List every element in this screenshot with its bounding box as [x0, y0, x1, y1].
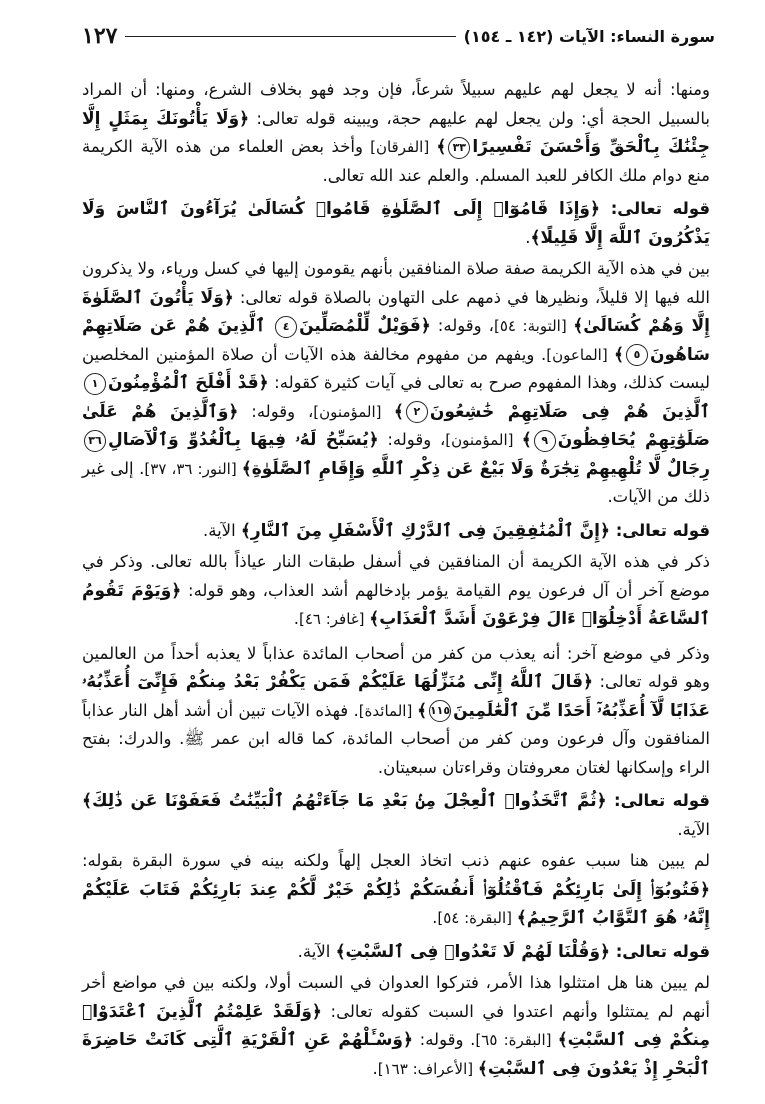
verse-reference: [البقرة: ٥٤] — [437, 909, 517, 927]
page-header — [82, 22, 715, 50]
quran-verse: ﴿وَلَا يَأْتُونَكَ بِمَثَلٍ إِلَّا جِئْنَٰكَ بِٱلْحَقِّ وَأَحْسَنَ تَفْسِيرًا — [82, 108, 710, 157]
verse-reference: [الأعراف: ١٦٣] — [377, 1059, 478, 1078]
verse-number-marker: ٢ — [406, 401, 428, 423]
quran-verse: ﴾ — [417, 700, 428, 721]
quran-verse: ﴿وَإِذَا قَامُوٓا۟ إِلَى ٱلصَّلَوٰةِ قَامُوا۟ كُسَالَىٰ يُرَآءُونَ ٱلنَّاسَ وَلَا يَذْكُرُونَ ٱللَّهَ إِلَّا قَلِيلًا﴾ — [82, 199, 710, 248]
quran-verse: ٱلَّذِينَ هُمْ فِى صَلَاتِهِمْ خَٰشِعُونَ — [429, 401, 710, 422]
quran-verse: ﴿فَتُوبُوٓا۟ إِلَىٰ بَارِئِكُمْ فَٱقْتُلُوٓا۟ أَنفُسَكُمْ ذَٰلِكُمْ خَيْرٌ لَّكُمْ عِندَ بَارِئِكُمْ فَتَابَ عَلَيْكُمْ إِنَّهُۥ هُوَ ٱلتَّوَّابُ ٱلرَّحِيمُ﴾ — [82, 879, 710, 928]
quran-verse: رِجَالٌ لَّا تُلْهِيهِمْ تِجَٰرَةٌ وَلَا بَيْعٌ عَن ذِكْرِ ٱللَّهِ وَإِقَامِ ٱلصَّلَوٰةِ﴾ — [241, 458, 711, 479]
body-text: الآية. — [677, 819, 710, 839]
body-text: . ويفهم من مفهوم مخالفة هذه الآيات أن صلاة المؤمنين المخلصين ليست كذلك، وهذا المفهوم صرح به تعالى في آيات كثيرة كقوله: — [82, 344, 710, 392]
quran-verse: ﴿قَالَ ٱللَّهُ إِنِّى مُنَزِّلُهَا عَلَيْكُمْ فَمَن يَكْفُرْ بَعْدُ مِنكُمْ فَإِنِّىٓ أُعَذِّبُهُۥ عَذَابًا لَّآ أُعَذِّبُهُۥٓ أَحَدًا مِّنَ ٱلْعَٰلَمِينَ — [82, 672, 711, 721]
body-text: بين في هذه الآية الكريمة صفة صلاة المنافقين بأنهم يقومون إليها في كسل ورياء، ولا يذكرون الله فيها إلا قليلاً، ونظيرها في ذمهم على التهاون بالصلاة قوله تعالى: — [82, 259, 710, 307]
verse-reference: [الفرقان] — [362, 138, 437, 156]
quran-verse: ﴿وَسْـَٔلْهُمْ عَنِ ٱلْقَرْيَةِ ٱلَّتِى كَانَتْ حَاضِرَةَ ٱلْبَحْرِ إِذْ يَعْدُونَ فِى ٱلسَّبْتِ﴾ — [82, 1030, 710, 1079]
paragraph — [82, 76, 710, 190]
paragraph — [82, 640, 710, 783]
section-label: قوله تعالى: — [599, 199, 710, 218]
verse-number-marker: ٣٦ — [84, 430, 106, 452]
body-text: . — [372, 1058, 378, 1078]
body-text: . — [432, 908, 438, 927]
body-text: لم يبين هنا هل امتثلوا هذا الأمر، فتركوا العدوان في السبت أولا، ولكنه بين في مواضع أخر أنهم لم يمتثلوا وأنهم اعتدوا في السبت كقوله تعالى: — [82, 973, 710, 1021]
verse-reference: [غافر: ٤٦] — [298, 610, 370, 628]
verse-number-marker: ٩ — [534, 430, 556, 452]
body-text: وذكر في موضع آخر: أنه يعذب من كفر من أصحاب المائدة عذاباً لا يعذبه أحداً من العالمين وهو قوله تعالى: — [82, 643, 710, 691]
body-text: . وقوله: — [412, 1030, 476, 1049]
quran-verse: ﴾ — [393, 401, 404, 422]
section-label: قوله تعالى: — [606, 791, 710, 810]
section-heading — [82, 787, 710, 844]
quran-verse: ٱلَّذِينَ هُمْ عَن صَلَاتِهِمْ سَاهُونَ — [82, 316, 710, 365]
body-text: ، وقوله: — [238, 401, 314, 421]
running-title: سورة النساء: الآيات (١٤٢ ـ ١٥٤) — [463, 26, 715, 46]
quran-verse: ﴿قَدْ أَفْلَحَ ٱلْمُؤْمِنُونَ — [108, 373, 269, 393]
paragraph — [82, 969, 710, 1083]
section-label: قوله تعالى: — [609, 941, 710, 961]
quran-verse: ﴿فَوَيْلٌ لِّلْمُصَلِّينَ — [299, 316, 431, 336]
quran-verse: ﴾ — [521, 430, 532, 450]
section-heading — [82, 938, 710, 967]
verse-number-marker: ١ — [84, 373, 106, 395]
paragraph — [82, 847, 710, 933]
page-body — [82, 76, 710, 1083]
verse-number-marker: ٤ — [275, 316, 297, 338]
quran-verse: ﴾ — [436, 137, 447, 157]
verse-reference: [التوبة: ٥٤] — [494, 317, 574, 335]
quran-verse: ﴿وَلَقَدْ عَلِمْتُمُ ٱلَّذِينَ ٱعْتَدَوْا۟ مِنكُمْ فِى ٱلسَّبْتِ﴾ — [82, 1001, 711, 1050]
page-number: ١٢٧ — [82, 23, 118, 49]
quran-verse: ﴿وَقُلْنَا لَهُمْ لَا تَعْدُوا۟ فِى ٱلسَّبْتِ﴾ — [335, 941, 610, 962]
verse-reference: [المائدة] — [358, 701, 418, 720]
body-text: الآية. — [202, 520, 241, 540]
verse-reference: [الماعون] — [546, 345, 614, 364]
quran-verse: ﴿وَلَا يَأْتُونَ ٱلصَّلَوٰةَ إِلَّا وَهُمْ كُسَالَىٰ﴾ — [82, 287, 711, 336]
quran-verse: ﴿وَيَوْمَ تَقُومُ ٱلسَّاعَةُ أَدْخِلُوٓا۟ ءَالَ فِرْعَوْنَ أَشَدَّ ٱلْعَذَابِ﴾ — [82, 580, 710, 629]
quran-verse: ﴿ثُمَّ ٱتَّخَذُوا۟ ٱلْعِجْلَ مِنۢ بَعْدِ مَا جَآءَتْهُمُ ٱلْبَيِّنَٰتُ فَعَفَوْنَا عَن ذَٰلِكَ﴾ — [82, 791, 607, 811]
body-text: ومنها: أنه لا يجعل لهم عليهم سبيلاً شرعاً، فإن وجد فهو بخلاف الشرع، ومنها: أن المراد بالسبيل الحجة أي: ولن يجعل لهم عليهم حجة، ويبينه قوله تعالى: — [82, 80, 710, 128]
verse-reference: [النور: ٣٦، ٣٧] — [144, 459, 242, 478]
verse-number-marker: ٣٣ — [448, 137, 470, 159]
verse-reference: [المؤمنون] — [445, 431, 522, 449]
header-rule — [125, 36, 455, 37]
paragraph — [82, 548, 710, 634]
quran-verse: ﴿وَٱلَّذِينَ هُمْ عَلَىٰ صَلَوَٰتِهِمْ يُحَافِظُونَ — [82, 401, 710, 450]
section-label: قوله تعالى: — [609, 520, 710, 540]
section-heading — [82, 195, 710, 252]
body-text: . فهذه الآيات تبين أن أشد أهل النار عذاباً المنافقون وآل فرعون ومن كفر من أصحاب المائدة، كما قاله ابن عمر ﷺ. والدرك: بفتح الراء وإسكانها لغتان معروفتان وقراءتان سبعيتان. — [82, 700, 710, 777]
body-text: ، وقوله: — [378, 430, 446, 449]
verse-reference: [البقرة: ٦٥] — [475, 1031, 558, 1049]
body-text: لم يبين هنا سبب عفوه عنهم ذنب اتخاذ العجل إلهاً ولكنه بينه في سورة البقرة بقوله: — [82, 851, 710, 870]
body-text: . — [293, 609, 299, 628]
verse-reference: [المؤمنون] — [313, 402, 394, 421]
paragraph — [82, 255, 710, 512]
section-heading — [82, 517, 710, 546]
body-text: ، وقوله: — [430, 316, 494, 335]
quran-verse: ﴿يُسَبِّحُ لَهُۥ فِيهَا بِٱلْغُدُوِّ وَٱلْآصَالِ — [108, 430, 379, 450]
verse-number-marker: ١١٥ — [429, 700, 451, 722]
body-text: . إلى غير ذلك من الآيات. — [82, 458, 710, 506]
body-text: وأخذ بعض العلماء من هذه الآية الكريمة منع دوام ملك الكافر للعبد المسلم. والعلم عند الله تعالى. — [82, 137, 710, 185]
verse-number-marker: ٥ — [626, 344, 648, 366]
quran-verse: ﴾ — [613, 344, 624, 365]
body-text: ذكر في هذه الآية الكريمة أن المنافقين في أسفل طبقات النار عياذاً بالله تعالى. وذكر في موضع آخر أن آل فرعون يوم القيامة يؤمر بإدخالهم أشد العذاب، وهو قوله: — [82, 552, 710, 600]
quran-verse: ﴿إِنَّ ٱلْمُنَٰفِقِينَ فِى ٱلدَّرْكِ ٱلْأَسْفَلِ مِنَ ٱلنَّارِ﴾ — [240, 520, 610, 541]
body-text: الآية. — [297, 941, 336, 961]
body-text: . — [525, 227, 531, 247]
